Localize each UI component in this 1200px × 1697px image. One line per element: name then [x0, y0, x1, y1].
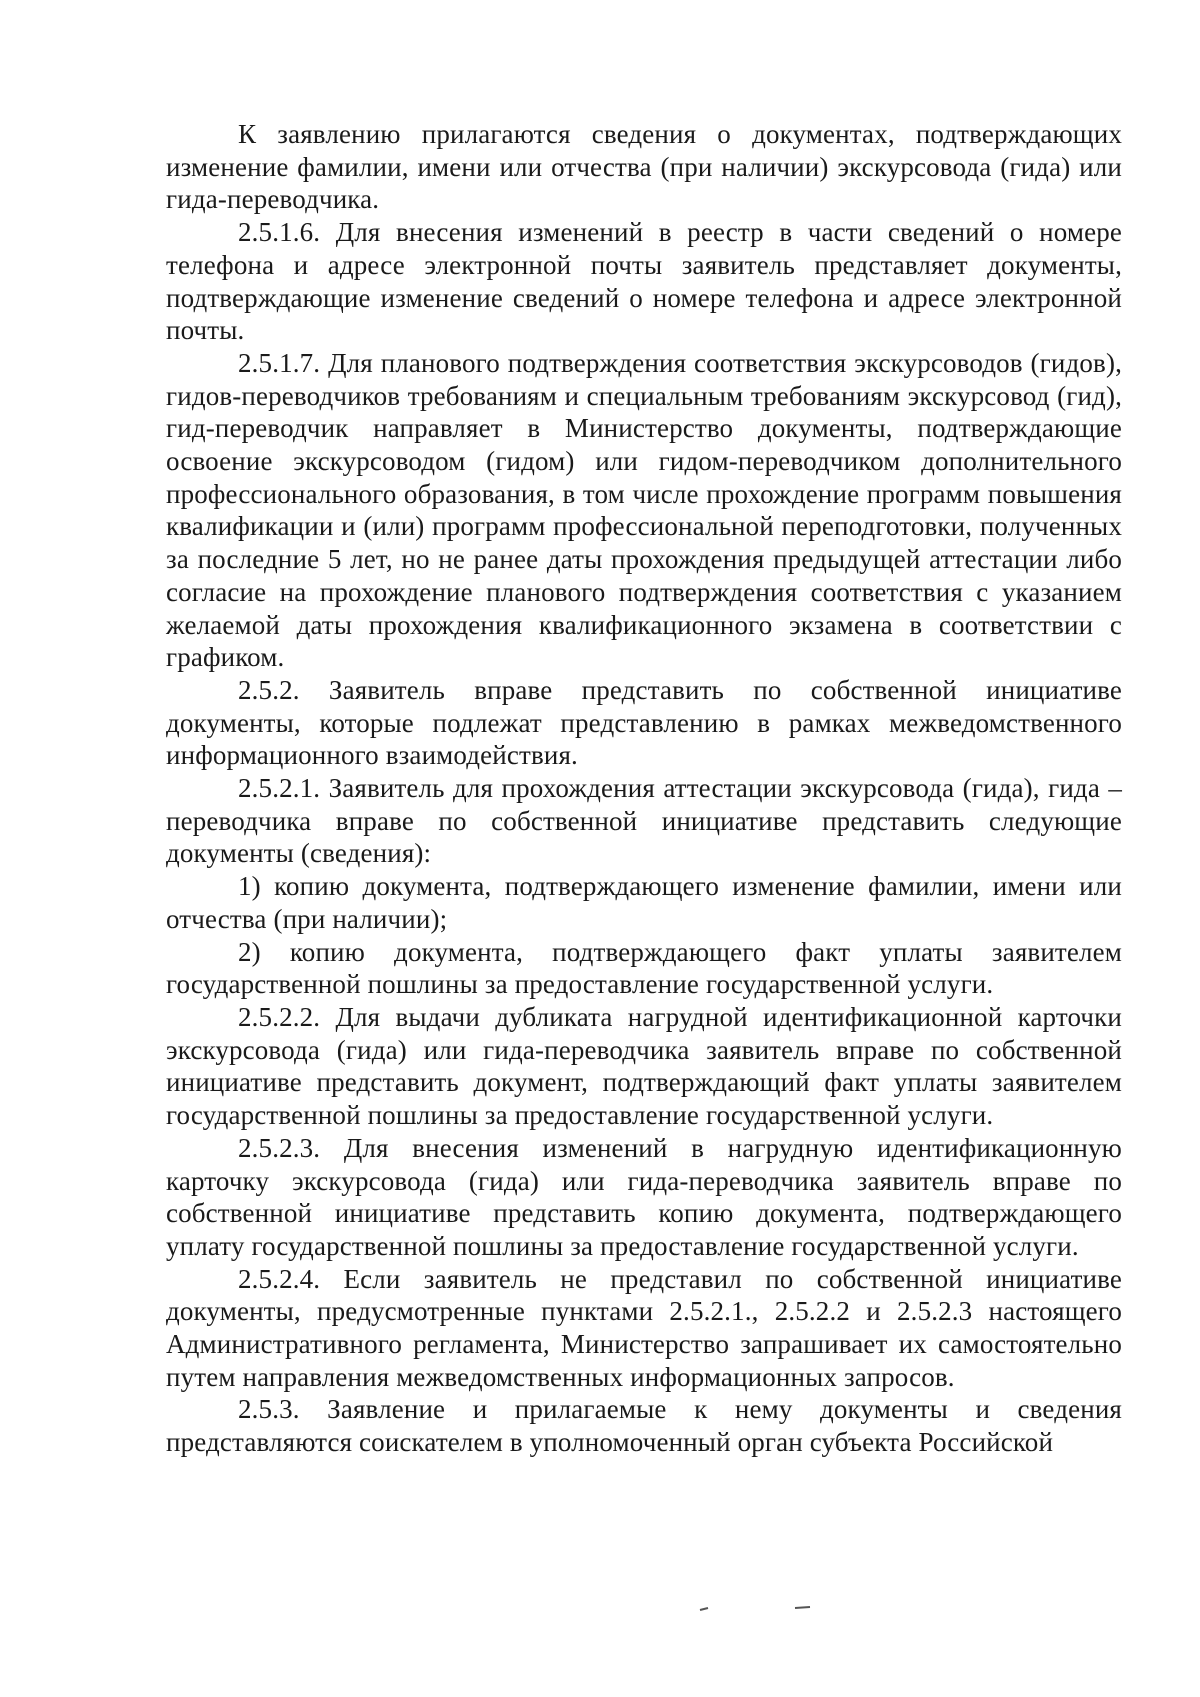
paragraph-2-5-2: 2.5.2. Заявитель вправе представить по собственной инициативе документы, которые подлежат представлению в рамках межведомственного информационного взаимодействия.: [166, 674, 1122, 771]
paragraph-2-5-3: 2.5.3. Заявление и прилагаемые к нему документы и сведения представляются соискателем в уполномоченный орган субъекта Российской: [166, 1394, 1122, 1458]
paragraph-2-5-1-7: 2.5.1.7. Для планового подтверждения соответствия экскурсоводов (гидов), гидов-переводчиков требованиям и специальным требованиям экскурсовод (гид), гид-переводчик направляет в Министерство документы, подтверждающие освоение экскурсоводом (гидом) или гидом-переводчиком дополнительного профессионального образования, в том числе прохождение программ повышения квалификации и (или) программ профессиональной переподготовки, полученных за последние 5 лет, но не ранее даты прохождения предыдущей аттестации либо согласие на прохождение планового подтверждения соответствия с указанием желаемой даты прохождения квалификационного экзамена в соответствии с графиком.: [166, 347, 1122, 673]
paragraph-attachment-info: К заявлению прилагаются сведения о документах, подтверждающих изменение фамилии, имени или отчества (при наличии) экскурсовода (гида) или гида-переводчика.: [166, 119, 1122, 215]
list-item-2: 2) копию документа, подтверждающего факт уплаты заявителем государственной пошлины за предоставление государственной услуги.: [166, 936, 1122, 1000]
paragraph-2-5-2-3: 2.5.2.3. Для внесения изменений в нагрудную идентификационную карточку экскурсовода (гида) или гида-переводчика заявитель вправе по собственной инициативе представить копию документа, подтверждающего уплату государственной пошлины за предоставление государственной услуги.: [166, 1132, 1122, 1261]
paragraph-2-5-1-6: 2.5.1.6. Для внесения изменений в реестр в части сведений о номере телефона и адресе электронной почты заявитель представляет документы, подтверждающие изменение сведений о номере телефона и адресе электронной почты.: [166, 217, 1122, 346]
document-body: [166, 118, 1122, 1459]
list-item-1: 1) копию документа, подтверждающего изменение фамилии, имени или отчества (при наличии);: [166, 871, 1122, 934]
paragraph-2-5-2-2: 2.5.2.2. Для выдачи дубликата нагрудной идентификационной карточки экскурсовода (гида) или гида-переводчика заявитель вправе по собственной инициативе представить документ, подтверждающий факт уплаты заявителем государственной пошлины за предоставление государственной услуги.: [166, 1001, 1122, 1131]
scan-speck-1: [700, 1608, 708, 1610]
scan-speck-2: [795, 1607, 810, 1608]
paragraph-2-5-2-4: 2.5.2.4. Если заявитель не представил по собственной инициативе документы, предусмотренные пунктами 2.5.2.1., 2.5.2.2 и 2.5.2.3 настоящего Административного регламента, Министерство запрашивает их самостоятельно путем направления межведомственных информационных запросов.: [166, 1263, 1122, 1392]
paragraph-2-5-2-1: 2.5.2.1. Заявитель для прохождения аттестации экскурсовода (гида), гида – переводчика вправе по собственной инициативе представить следующие документы (сведения):: [166, 773, 1122, 869]
